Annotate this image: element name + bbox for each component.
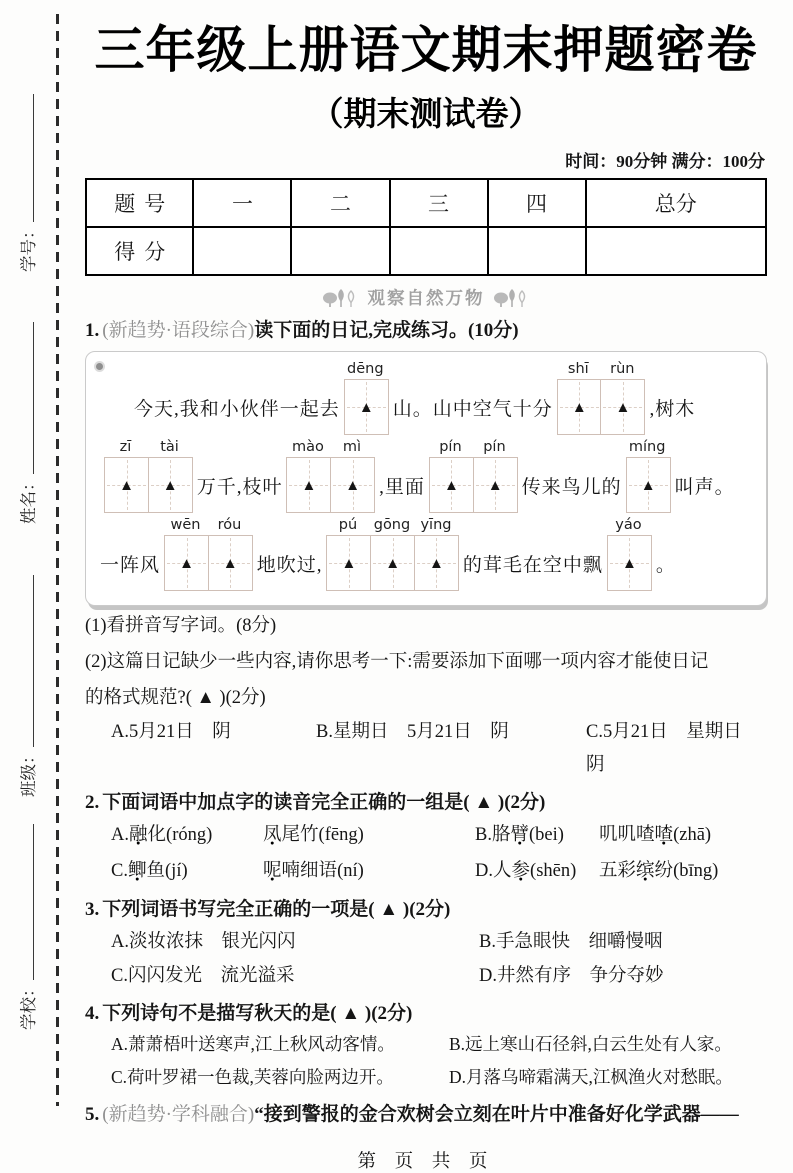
triangle-mark: ▲: [119, 477, 134, 494]
diary-text: ,里面: [379, 476, 425, 498]
answer-boxes: [607, 535, 652, 591]
pinyin-label: yáo: [615, 516, 642, 533]
answer-box-group: [626, 439, 671, 513]
option: 凤 ●尾竹(fēng): [263, 817, 475, 853]
answer-box: [557, 379, 602, 435]
score-cell-empty: [193, 227, 291, 275]
score-col-header: 三: [390, 179, 488, 227]
pinyin-label: dēng: [347, 360, 384, 377]
triangle-mark: ▲: [345, 477, 361, 494]
question-2-text: 下面词语中加点字的读音完全正确的一组是( ▲ )(2分): [102, 791, 546, 813]
question-3-stem: [85, 896, 767, 924]
triangle-mark: ▲: [162, 477, 178, 494]
score-col-header: 总分: [586, 179, 766, 227]
option: C.闪闪发光 流光溢采: [111, 965, 295, 986]
triangle-mark: ▲: [222, 555, 238, 572]
answer-boxes: [286, 457, 375, 513]
score-cell-empty: [488, 227, 586, 275]
answer-box-group: [557, 361, 646, 435]
student-name-field: [15, 323, 39, 525]
answer-boxes: [626, 457, 671, 513]
pinyin-row: [607, 517, 652, 535]
class-blank-line: [20, 576, 34, 748]
option: C.鲫 ●鱼(jí): [111, 853, 263, 889]
answer-box: [104, 457, 149, 513]
diary-text: 。: [655, 554, 676, 576]
student-name-label: 姓名：: [19, 474, 38, 524]
trees-icon-left: [323, 288, 359, 308]
question-4-number: 4.: [85, 1002, 100, 1024]
option: B.远上寒山石径斜,白云生处有人家。: [449, 1034, 732, 1055]
question-5-stem: [85, 1101, 767, 1129]
answer-box: [473, 457, 518, 513]
pinyin-row: [344, 361, 389, 379]
triangle-mark: ▲: [571, 399, 587, 416]
diary-line: [100, 439, 754, 513]
pinyin-row: [286, 439, 375, 457]
option: C.5月21日 星期日 阴: [586, 721, 761, 775]
answer-boxes: [164, 535, 253, 591]
question-2-options: [85, 817, 767, 889]
answer-box: [208, 535, 253, 591]
option: A.融 ●化(róng): [111, 817, 263, 853]
triangle-mark: ▲: [428, 555, 444, 572]
diary-text: 传来鸟儿的: [521, 476, 622, 498]
score-col-header: 一: [193, 179, 291, 227]
score-col-label: 题号: [86, 179, 193, 227]
score-table: [85, 178, 767, 276]
pinyin-label: zī: [119, 438, 132, 455]
time-score-info: 时间：90分钟 满分：100分: [565, 152, 765, 171]
answer-boxes: [557, 379, 646, 435]
pinyin-label: tài: [160, 438, 179, 455]
answer-box: [429, 457, 474, 513]
pinyin-label: rùn: [610, 360, 635, 377]
diary-text: 叫声。: [674, 476, 735, 498]
triangle-mark: ▲: [179, 555, 194, 572]
score-cell-empty: [586, 227, 766, 275]
triangle-mark: ▲: [487, 477, 503, 494]
pinyin-label: mào: [292, 438, 324, 455]
diary-text: 今天,我和小伙伴一起去: [134, 398, 340, 420]
question-1-number: 1.: [85, 320, 100, 341]
option: A.5月21日 阴: [111, 721, 231, 742]
question-4-text: 下列诗句不是描写秋天的是( ▲ )(2分): [102, 1002, 413, 1024]
answer-box: [370, 535, 415, 591]
option: 五彩缤 ●纷(bīng): [599, 853, 767, 889]
pinyin-row: [164, 517, 253, 535]
option: A.萧萧梧叶送寒声,江上秋风动客情。: [111, 1034, 395, 1055]
option: D.月落乌啼霜满天,江枫渔火对愁眠。: [449, 1067, 733, 1088]
score-table-score-row: [86, 227, 766, 275]
diary-text: 万千,枝叶: [196, 476, 283, 498]
triangle-mark: ▲: [341, 555, 357, 572]
option: D.井然有序 争分夺妙: [479, 965, 664, 986]
pinyin-label: róu: [217, 516, 242, 533]
question-1-tag: (新趋势·语段综合): [102, 320, 255, 341]
class-field: [15, 576, 39, 798]
pinyin-row: [104, 439, 193, 457]
diary-text: 一阵风: [100, 554, 161, 576]
question-1-stem: [85, 317, 767, 345]
answer-boxes: [429, 457, 518, 513]
school-field: [15, 825, 39, 1031]
student-id-field: [15, 95, 39, 273]
option: C.荷叶罗裙一色裁,芙蓉向脸两边开。: [111, 1067, 394, 1088]
pinyin-label: wēn: [170, 516, 201, 533]
pinyin-label: pín: [439, 438, 462, 455]
answer-boxes: [326, 535, 458, 591]
question-3-number: 3.: [85, 899, 100, 921]
answer-box: [344, 379, 389, 435]
answer-box-group: [104, 439, 193, 513]
section-title: 观察自然万物: [367, 288, 485, 308]
option: D.人参 ●(shēn): [475, 853, 599, 889]
student-name-blank-line: [20, 323, 34, 475]
score-table-header-row: [86, 179, 766, 227]
pinyin-row: [626, 439, 671, 457]
answer-box: [600, 379, 645, 435]
pinyin-row: [557, 361, 646, 379]
answer-box-group: [607, 517, 652, 591]
answer-box: [164, 535, 209, 591]
pinyin-label: shī: [567, 360, 589, 377]
score-row-label: 得分: [86, 227, 193, 275]
diary-passage-box: [85, 351, 767, 606]
question-4-stem: [85, 1000, 767, 1028]
exam-content: [85, 22, 767, 1173]
answer-boxes: [344, 379, 389, 435]
option: A.淡妆浓抹 银光闪闪: [111, 931, 296, 952]
score-cell-empty: [390, 227, 488, 275]
option: B.星期日 5月21日 阴: [316, 721, 509, 742]
school-blank-line: [20, 825, 34, 981]
answer-box-group: [326, 517, 458, 591]
answer-box-group: [286, 439, 375, 513]
answer-box-group: [344, 361, 389, 435]
student-id-blank-line: [20, 95, 34, 223]
diary-line: [100, 517, 754, 591]
question-5-tag: (新趋势·学科融合): [102, 1104, 255, 1126]
triangle-mark: ▲: [385, 555, 401, 572]
question-2-number: 2.: [85, 791, 100, 813]
triangle-mark: ▲: [358, 399, 374, 416]
answer-box: [148, 457, 193, 513]
pinyin-label: pú: [338, 516, 358, 533]
answer-box: [607, 535, 652, 591]
option: 叽叽喳喳 ●(zhā): [599, 817, 767, 853]
binding-cut-line: [56, 14, 59, 1106]
question-1-sub-2-line-2: 的格式规范?( ▲ )(2分): [85, 687, 266, 708]
pinyin-label: pín: [483, 438, 506, 455]
question-3-options: [85, 925, 767, 993]
option: B.手急眼快 细嚼慢咽: [479, 931, 663, 952]
question-5-number: 5.: [85, 1104, 100, 1126]
answer-box: [414, 535, 459, 591]
diary-text: 的茸毛在空中飘: [462, 554, 603, 576]
answer-boxes: [104, 457, 193, 513]
diary-text: ,树木: [649, 398, 696, 420]
question-3-text: 下列词语书写完全正确的一项是( ▲ )(2分): [102, 899, 451, 921]
triangle-mark: ▲: [444, 477, 459, 494]
triangle-mark: ▲: [640, 477, 656, 494]
pinyin-label: mì: [342, 438, 362, 455]
pinyin-row: [429, 439, 518, 457]
question-1-sub-1: (1)看拼音写字词。(8分): [85, 615, 277, 636]
diary-line: [100, 361, 754, 435]
page-footer: 第 页 共 页: [357, 1151, 495, 1172]
option: 呢 ●喃细语(ní): [263, 853, 475, 889]
option: B.胳臂 ●(bei): [475, 817, 599, 853]
question-2-stem: [85, 789, 767, 817]
trees-icon-right: [494, 288, 530, 308]
page-title: 三年级上册语文期末押题密卷: [94, 22, 758, 78]
diary-text: 地吹过,: [256, 554, 323, 576]
triangle-mark: ▲: [615, 399, 631, 416]
pinyin-label: gōng: [373, 516, 411, 533]
question-1-sub-2-line-1: (2)这篇日记缺少一些内容,请你思考一下:需要添加下面哪一项内容才能使日记: [85, 651, 709, 672]
section-banner: [85, 285, 767, 310]
pinyin-row: [326, 517, 458, 535]
school-label: 学校：: [19, 980, 38, 1030]
class-label: 班级：: [19, 747, 38, 797]
answer-box: [286, 457, 331, 513]
page-subtitle: （期末测试卷）: [310, 95, 542, 132]
triangle-mark: ▲: [621, 555, 637, 572]
answer-box-group: [164, 517, 253, 591]
pinyin-label: míng: [628, 438, 666, 455]
diary-text: 山。山中空气十分: [392, 398, 553, 420]
pinyin-label: yīng: [420, 516, 452, 533]
score-col-header: 四: [488, 179, 586, 227]
answer-box: [326, 535, 371, 591]
question-1-sub-2-options: [85, 716, 767, 782]
answer-box: [626, 457, 671, 513]
student-id-label: 学号：: [19, 222, 38, 272]
answer-box: [330, 457, 375, 513]
score-cell-empty: [291, 227, 389, 275]
score-col-header: 二: [291, 179, 389, 227]
question-5-text: “接到警报的金合欢树会立刻在叶片中准备好化学武器——: [254, 1104, 739, 1126]
question-1-text: 读下面的日记,完成练习。(10分): [254, 320, 519, 341]
triangle-mark: ▲: [301, 477, 317, 494]
question-4-options: [85, 1028, 767, 1094]
answer-box-group: [429, 439, 518, 513]
